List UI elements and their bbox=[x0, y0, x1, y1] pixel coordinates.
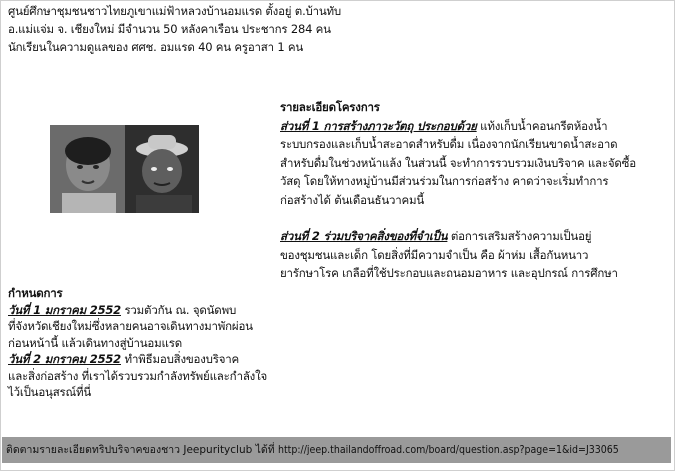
day2-line: และสิ่งก่อสร้าง ที่เราได้รวบรวมกำลังทรัพย์และกำลังใจ bbox=[8, 368, 268, 383]
day1-text: รวมตัวกัน ณ. จุดนัดพบ bbox=[120, 302, 237, 317]
day2-first-line bbox=[8, 351, 308, 368]
intro-paragraph bbox=[8, 2, 388, 56]
day2-line: ไว้เป็นอนุสรณ์ที่นี่ bbox=[8, 385, 92, 399]
part1-line: ก่อสร้างได้ ต้นเดือนธันวาคมนี้ bbox=[280, 192, 425, 207]
part1-first-line bbox=[280, 117, 665, 136]
part1-line: วัสดุ โดยให้ทางหมู่บ้านมีส่วนร่วมในการก่อสร้าง คาดว่าจะเริ่มทำการ bbox=[280, 174, 609, 188]
part2-line: ยารักษาโรค เกลือที่ใช้ประกอบและถนอมอาหาร และอุปกรณ์ การศึกษา bbox=[280, 266, 618, 280]
part2-first-line bbox=[280, 227, 665, 246]
part1-title: ส่วนที่ 1 การสร้างภาวะวัตถุ ประกอบด้วย bbox=[280, 118, 477, 133]
day1-title: วันที่ 1 มกราคม 2552 bbox=[8, 302, 121, 317]
day1-line: ที่จังหวัดเชียงใหม่ซึ่งหลายคนอาจเดินทางมาพักผ่อน bbox=[8, 319, 253, 333]
schedule-heading: กำหนดการ bbox=[8, 286, 63, 300]
footer-bar bbox=[2, 437, 671, 463]
children-photo bbox=[50, 125, 199, 213]
intro-line: อ.แม่แจ่ม จ. เชียงใหม่ มีจำนวน 50 หลังคาเรือน ประชากร 284 คน bbox=[8, 22, 331, 36]
part1-line: สำหรับดื่มในช่วงหน้าแล้ง ในส่วนนี้ จะทำการรวบรวมเงินบริจาค และจัดซื้อ bbox=[280, 155, 636, 170]
project-details bbox=[280, 98, 665, 283]
part1-line: ระบบกรองและเก็บน้ำสะอาดสำหรับดื่ม เนื่องจากนักเรียนขาดน้ำสะอาด bbox=[280, 137, 618, 151]
footer-text: ติดตามรายละเอียดทริปบริจาคของชาว Jeepurityclub ได้ที่ bbox=[6, 444, 278, 456]
part2-text: ต่อการเสริมสร้างความเป็นอยู่ bbox=[447, 229, 592, 243]
day1-line: ก่อนหน้านี้ แล้วเดินทางสู่บ้านอมแรด bbox=[8, 335, 182, 350]
intro-line: ศูนย์ศึกษาชุมชนชาวไทยภูเขาแม่ฟ้าหลวงบ้านอมแรด ตั้งอยู่ ต.บ้านทับ bbox=[8, 4, 342, 18]
part2-line: ของชุมชนและเด็ก โดยสิ่งที่มีความจำเป็น คือ ผ้าห่ม เสื้อกันหนาว bbox=[280, 247, 589, 262]
footer-link[interactable]: http://jeep.thailandoffroad.com/board/question.asp?page=1&id=J33065 bbox=[277, 444, 619, 456]
day2-title: วันที่ 2 มกราคม 2552 bbox=[8, 352, 121, 366]
project-details-heading: รายละเอียดโครงการ bbox=[280, 100, 380, 114]
intro-line: นักเรียนในความดูแลของ ศศช. อมแรด 40 คน ครูอาสา 1 คน bbox=[8, 40, 304, 54]
day1-first-line bbox=[8, 302, 308, 319]
part2-title: ส่วนที่ 2 ร่วมบริจาคสิ่งของที่จำเป็น bbox=[280, 229, 448, 243]
day2-text: ทำพิธีมอบสิ่งของบริจาค bbox=[120, 352, 240, 366]
part1-text: แท้งเก็บน้ำคอนกรีตห้องน้ำ bbox=[476, 118, 608, 133]
schedule-section bbox=[8, 285, 308, 401]
children-photo-icon bbox=[50, 125, 199, 213]
